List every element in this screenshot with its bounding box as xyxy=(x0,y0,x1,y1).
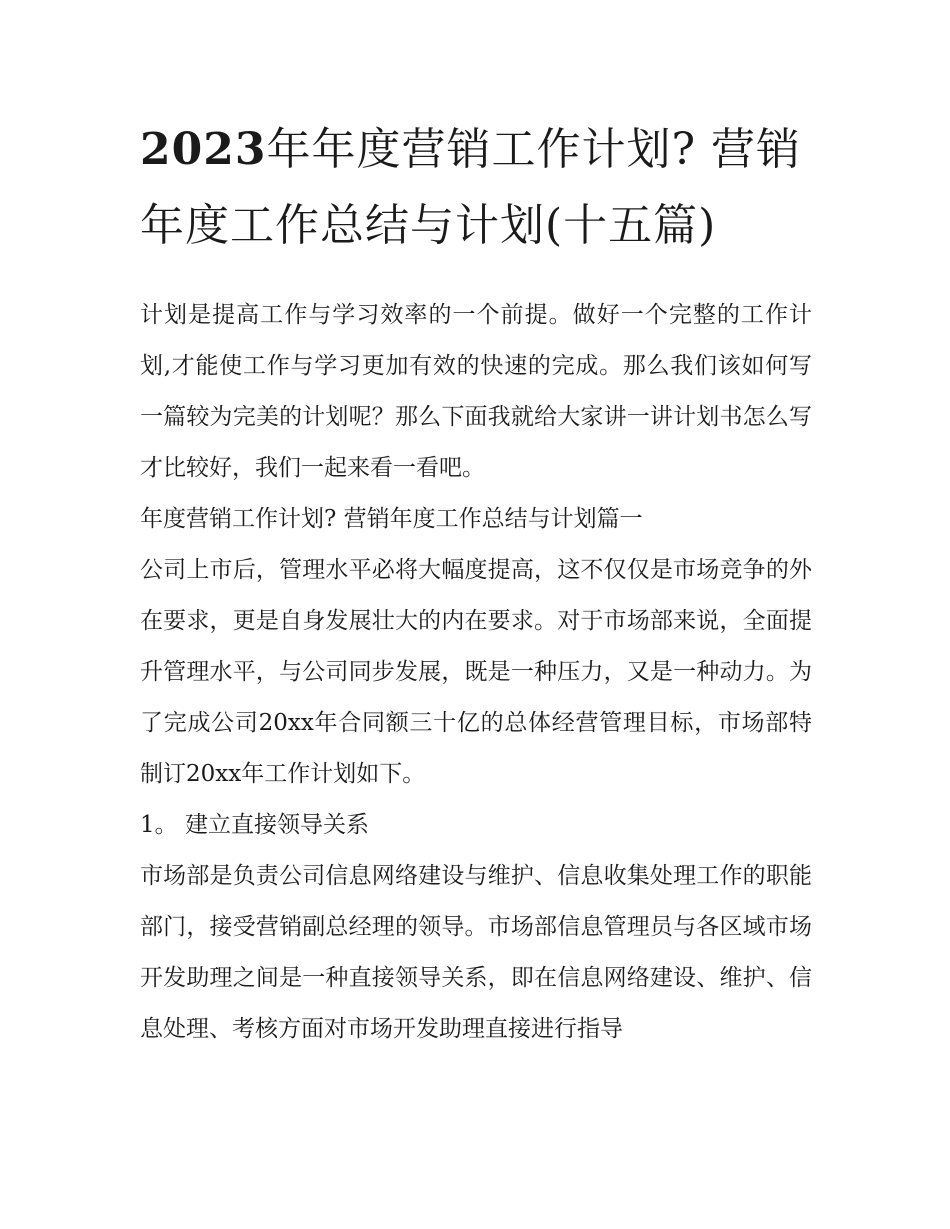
body-paragraph-1: 公司上市后，管理水平必将大幅度提高，这不仅仅是市场竞争的外在要求，更是自身发展壮大的内在要求。对于市场部来说，全面提升管理水平，与公司同步发展，既是一种压力，又是一种动力。为了完成公司20xx年合同额三十亿的总体经营管理目标，市场部特制订20xx年工作计划如下。 xyxy=(140,557,812,787)
list-item-heading: 1。 建立直接领导关系 xyxy=(140,812,369,838)
intro-paragraph: 计划是提高工作与学习效率的一个前提。做好一个完整的工作计划,才能使工作与学习更加有效的快速的完成。那么我们该如何写一篇较为完美的计划呢？那么下面我就给大家讲一讲计划书怎么写才比较好，我们一起来看一看吧。 xyxy=(140,302,812,481)
title-text: 年年度营销工作计划? 营销年度工作总结与计划(十五篇) xyxy=(140,124,802,251)
document-page xyxy=(140,112,812,1055)
title-year: 2023 xyxy=(140,124,267,175)
document-body xyxy=(140,290,812,1055)
document-title xyxy=(140,112,812,264)
body-paragraph-2: 市场部是负责公司信息网络建设与维护、信息收集处理工作的职能部门，接受营销副总经理的领导。市场部信息管理员与各区域市场开发助理之间是一种直接领导关系，即在信息网络建设、维护、信息处理、考核方面对市场开发助理直接进行指导 xyxy=(140,863,812,1042)
section-heading: 年度营销工作计划? 营销年度工作总结与计划篇一 xyxy=(140,506,643,532)
